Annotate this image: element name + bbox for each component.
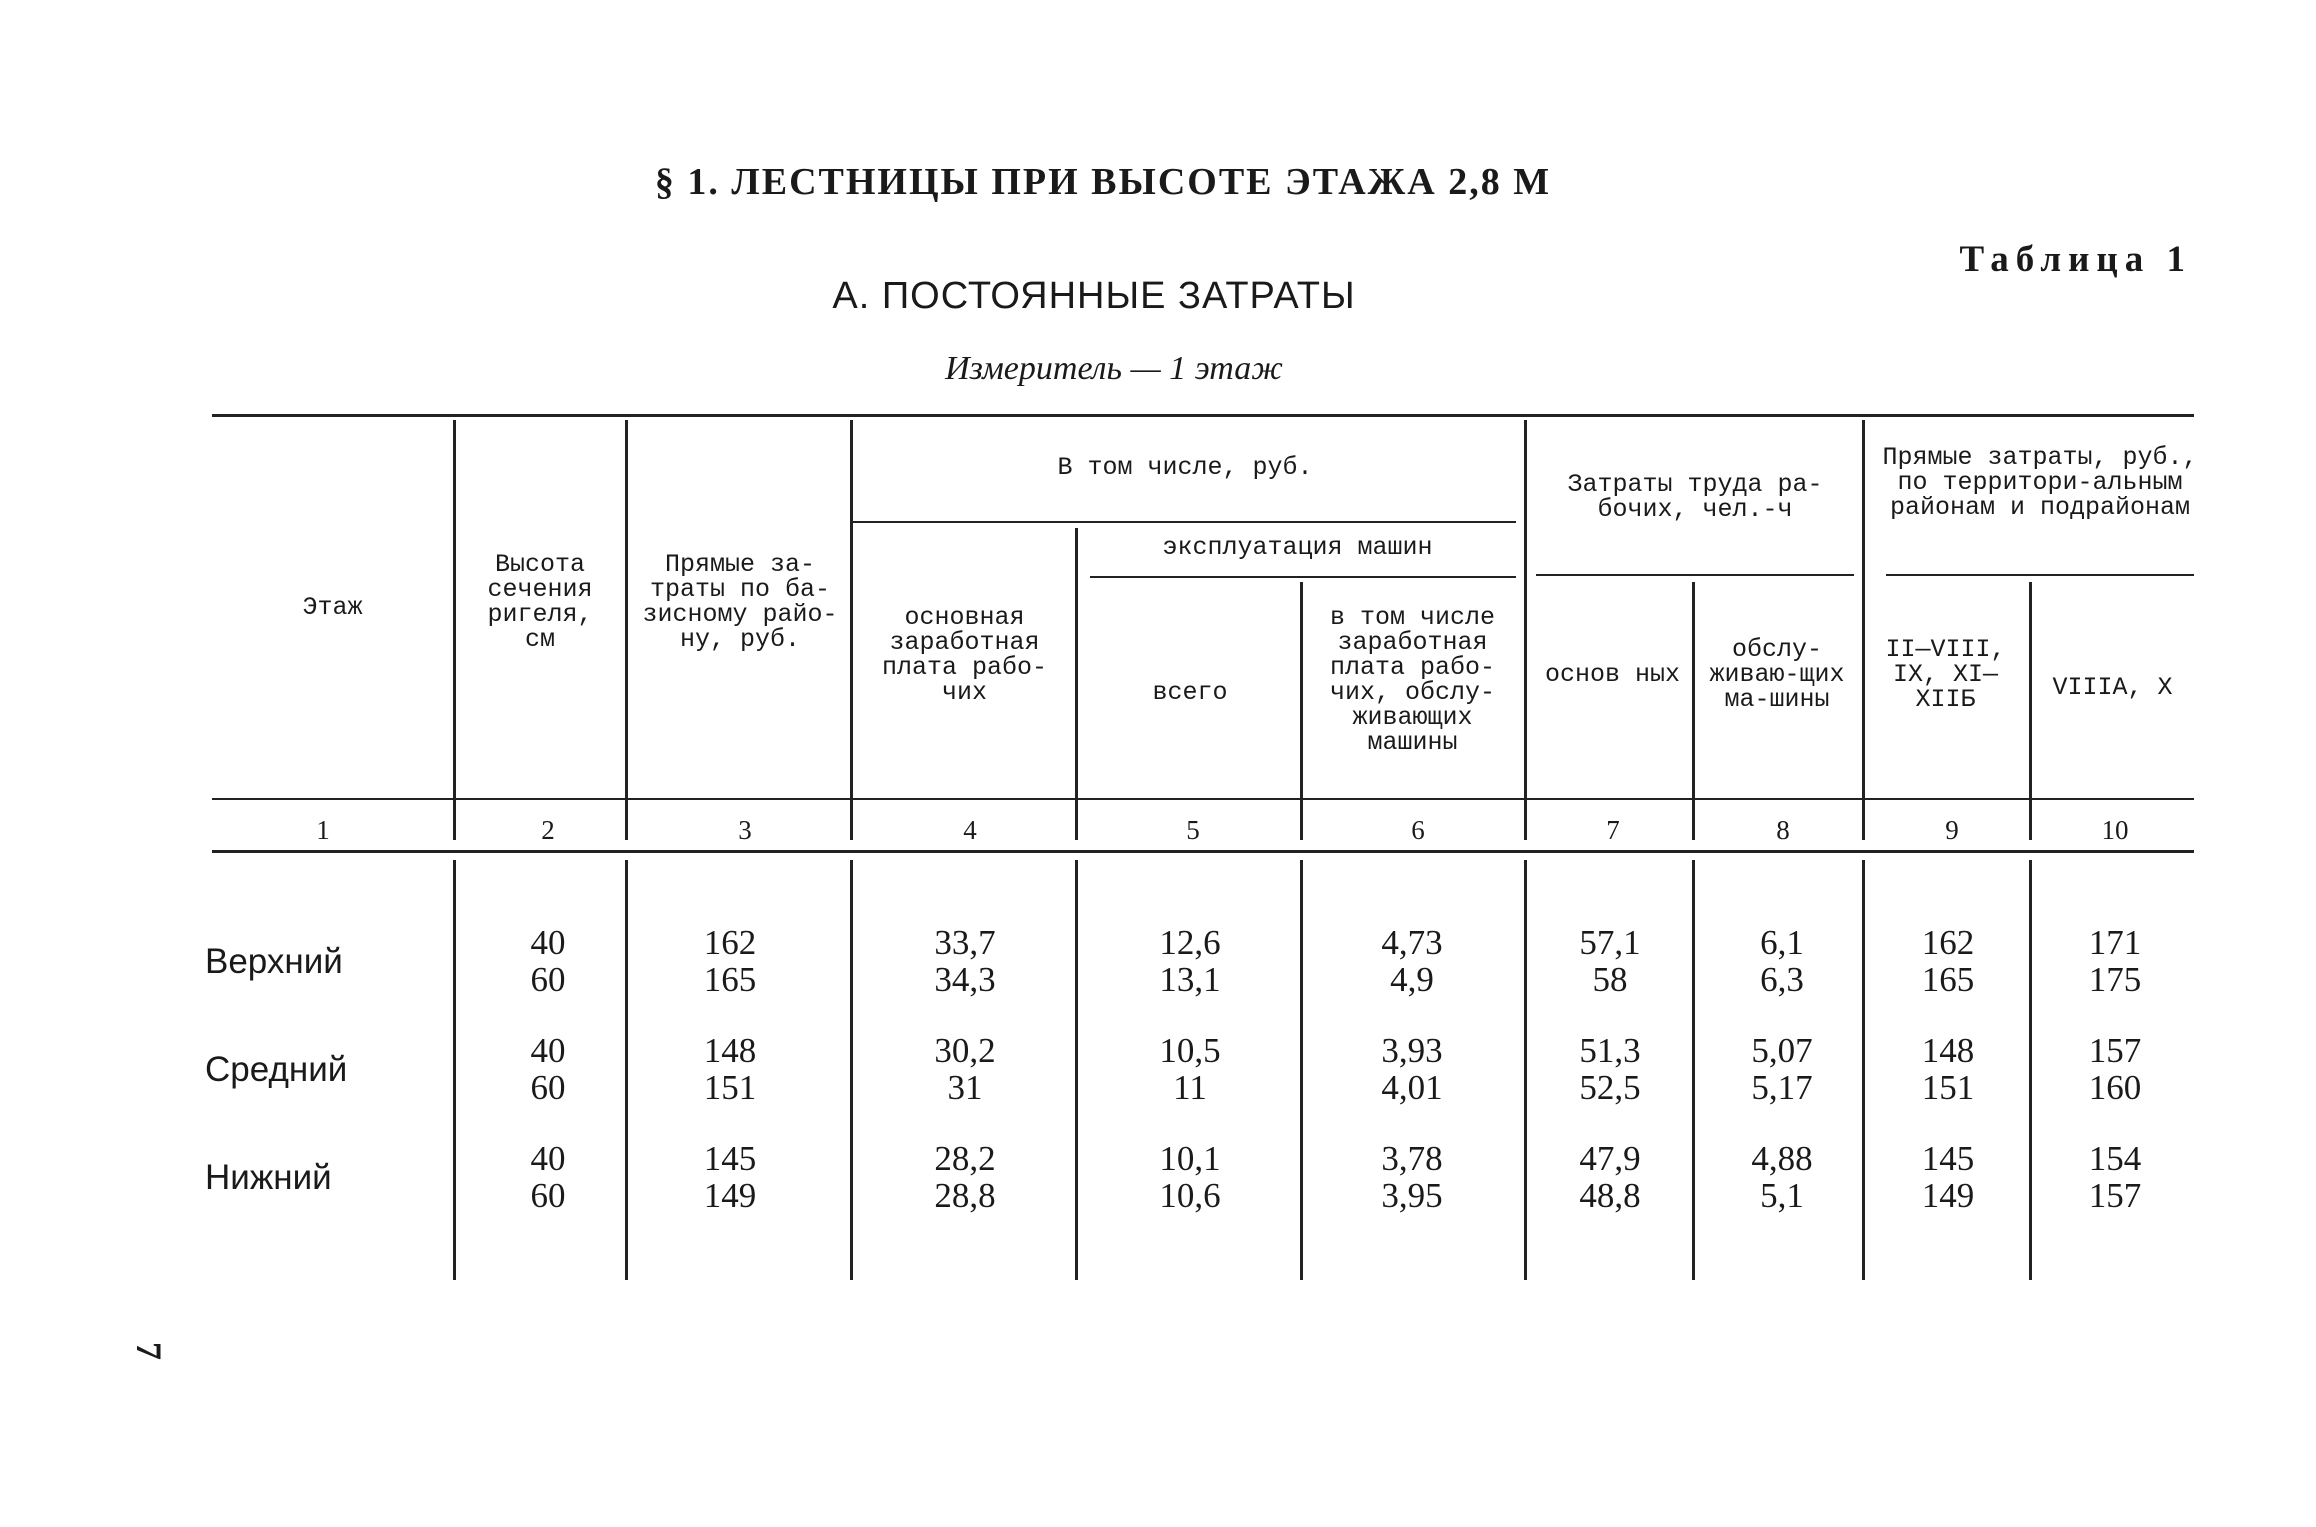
cell-c9-1: 145 xyxy=(1921,1139,1975,1178)
cell-c2-2: 60 xyxy=(530,1068,566,1107)
cell-c7-1: 57,1 xyxy=(1579,923,1641,962)
cell-c3-1: 148 xyxy=(703,1031,757,1070)
cell-c7-2: 58 xyxy=(1592,960,1628,999)
header-floor: Этаж xyxy=(302,593,363,622)
cell-c2-2: 60 xyxy=(530,960,566,999)
cell-c4-1: 30,2 xyxy=(934,1031,996,1070)
table-top-rule xyxy=(212,414,2194,417)
header-machine-total: всего xyxy=(1152,678,1228,707)
colnum-1: 1 xyxy=(316,815,330,845)
vrule-3 xyxy=(850,420,853,840)
section-title: § 1. ЛЕСТНИЦЫ ПРИ ВЫСОТЕ ЭТАЖА 2,8 М xyxy=(654,161,1552,203)
header-bottom-rule xyxy=(212,798,2194,800)
vrule-4 xyxy=(1075,528,1078,840)
cell-c10-2: 175 xyxy=(2088,960,2142,999)
header-direct-costs-regions: Прямые затраты, руб., по территори-альным районам и подрайонам xyxy=(1882,443,2198,522)
cell-c2-1: 40 xyxy=(530,1139,566,1178)
including-rule xyxy=(852,521,1516,523)
colnum-8: 8 xyxy=(1776,815,1790,845)
cell-c9-2: 151 xyxy=(1921,1068,1975,1107)
cell-c8-1: 4,88 xyxy=(1751,1139,1813,1178)
cell-c6-2: 4,9 xyxy=(1390,960,1434,999)
cell-c2-1: 40 xyxy=(530,1031,566,1070)
body-vrule-5 xyxy=(1300,860,1303,1280)
cell-c3-1: 145 xyxy=(703,1139,757,1178)
cell-c8-1: 6,1 xyxy=(1760,923,1804,962)
row-label: Нижний xyxy=(205,1158,332,1197)
cell-c7-1: 51,3 xyxy=(1579,1031,1641,1070)
header-labor-service: обслу-живаю-щих ма-шины xyxy=(1709,635,1845,714)
colnum-bottom-rule xyxy=(212,850,2194,853)
colnum-7: 7 xyxy=(1606,815,1620,845)
cell-c3-2: 149 xyxy=(703,1176,757,1215)
cell-c9-1: 162 xyxy=(1921,923,1975,962)
colnum-10: 10 xyxy=(2101,815,2129,845)
cell-c6-1: 3,78 xyxy=(1381,1139,1443,1178)
cell-c7-2: 52,5 xyxy=(1579,1068,1641,1107)
colnum-3: 3 xyxy=(738,815,752,845)
colnum-9: 9 xyxy=(1945,815,1959,845)
cell-c4-1: 33,7 xyxy=(934,923,996,962)
cell-c5-2: 13,1 xyxy=(1159,960,1221,999)
header-basic-wage: основная заработная плата рабо-чих xyxy=(881,603,1048,707)
header-machine-operation: эксплуатация машин xyxy=(1162,533,1433,562)
header-including: В том числе, руб. xyxy=(1057,453,1313,482)
subtitle: А. ПОСТОЯННЫЕ ЗАТРАТЫ xyxy=(832,275,1356,317)
cell-c9-2: 165 xyxy=(1921,960,1975,999)
header-labor-costs: Затраты труда ра-бочих, чел.-ч xyxy=(1567,470,1823,524)
cell-c10-1: 171 xyxy=(2088,923,2142,962)
cell-c4-2: 34,3 xyxy=(934,960,996,999)
cell-c6-1: 4,73 xyxy=(1381,923,1443,962)
cell-c9-2: 149 xyxy=(1921,1176,1975,1215)
cell-c10-2: 160 xyxy=(2088,1068,2142,1107)
cell-c6-2: 4,01 xyxy=(1381,1068,1443,1107)
header-labor-main: основ ных xyxy=(1544,660,1681,689)
cell-c8-2: 5,1 xyxy=(1760,1176,1804,1215)
cell-c4-2: 28,8 xyxy=(934,1176,996,1215)
body-vrule-3 xyxy=(850,860,853,1280)
row-label: Средний xyxy=(205,1050,348,1089)
body-vrule-4 xyxy=(1075,860,1078,1280)
cell-c2-1: 40 xyxy=(530,923,566,962)
colnum-2: 2 xyxy=(541,815,555,845)
cell-c3-1: 162 xyxy=(703,923,757,962)
cell-c4-2: 31 xyxy=(947,1068,983,1107)
vrule-8 xyxy=(1862,420,1865,840)
vrule-7 xyxy=(1692,582,1695,840)
cell-c8-1: 5,07 xyxy=(1751,1031,1813,1070)
colnum-4: 4 xyxy=(963,815,977,845)
measure-unit: Измеритель — 1 этаж xyxy=(945,350,1283,387)
vrule-2 xyxy=(625,420,628,840)
cell-c7-1: 47,9 xyxy=(1579,1139,1641,1178)
cell-c3-2: 151 xyxy=(703,1068,757,1107)
header-beam-height: Высота сечения ригеля, см xyxy=(487,550,593,654)
machine-rule xyxy=(1090,576,1516,578)
regions-rule xyxy=(1886,574,2194,576)
row-label: Верхний xyxy=(205,942,343,981)
cell-c7-2: 48,8 xyxy=(1579,1176,1641,1215)
cell-c5-1: 10,5 xyxy=(1159,1031,1221,1070)
table-label: Таблица 1 xyxy=(1959,239,2192,280)
header-region-a: II—VIII, IX, XI— XIIБ xyxy=(1885,635,2006,714)
cell-c10-1: 154 xyxy=(2088,1139,2142,1178)
cell-c8-2: 6,3 xyxy=(1760,960,1804,999)
header-region-b: VIIIА, X xyxy=(2052,673,2173,702)
vrule-1 xyxy=(453,420,456,840)
cell-c4-1: 28,2 xyxy=(934,1139,996,1178)
vrule-5 xyxy=(1300,582,1303,840)
cell-c8-2: 5,17 xyxy=(1751,1068,1813,1107)
vrule-9 xyxy=(2029,582,2032,840)
cell-c9-1: 148 xyxy=(1921,1031,1975,1070)
cell-c6-2: 3,95 xyxy=(1381,1176,1443,1215)
colnum-6: 6 xyxy=(1411,815,1425,845)
cell-c3-2: 165 xyxy=(703,960,757,999)
cell-c6-1: 3,93 xyxy=(1381,1031,1443,1070)
vrule-6 xyxy=(1524,420,1527,840)
page-number: 7 xyxy=(129,1342,169,1360)
labor-rule xyxy=(1536,574,1854,576)
cell-c10-2: 157 xyxy=(2088,1176,2142,1215)
cell-c5-2: 10,6 xyxy=(1159,1176,1221,1215)
colnum-5: 5 xyxy=(1186,815,1200,845)
body-vrule-1 xyxy=(453,860,456,1280)
cell-c5-1: 12,6 xyxy=(1159,923,1221,962)
cell-c5-1: 10,1 xyxy=(1159,1139,1221,1178)
header-direct-costs-base: Прямые за-траты по ба-зисному райо-ну, руб. xyxy=(642,550,838,654)
cell-c10-1: 157 xyxy=(2088,1031,2142,1070)
cell-c2-2: 60 xyxy=(530,1176,566,1215)
cell-c5-2: 11 xyxy=(1173,1068,1207,1107)
header-machine-wage: в том числе заработная плата рабо-чих, обслу-живающих машины xyxy=(1329,603,1496,757)
